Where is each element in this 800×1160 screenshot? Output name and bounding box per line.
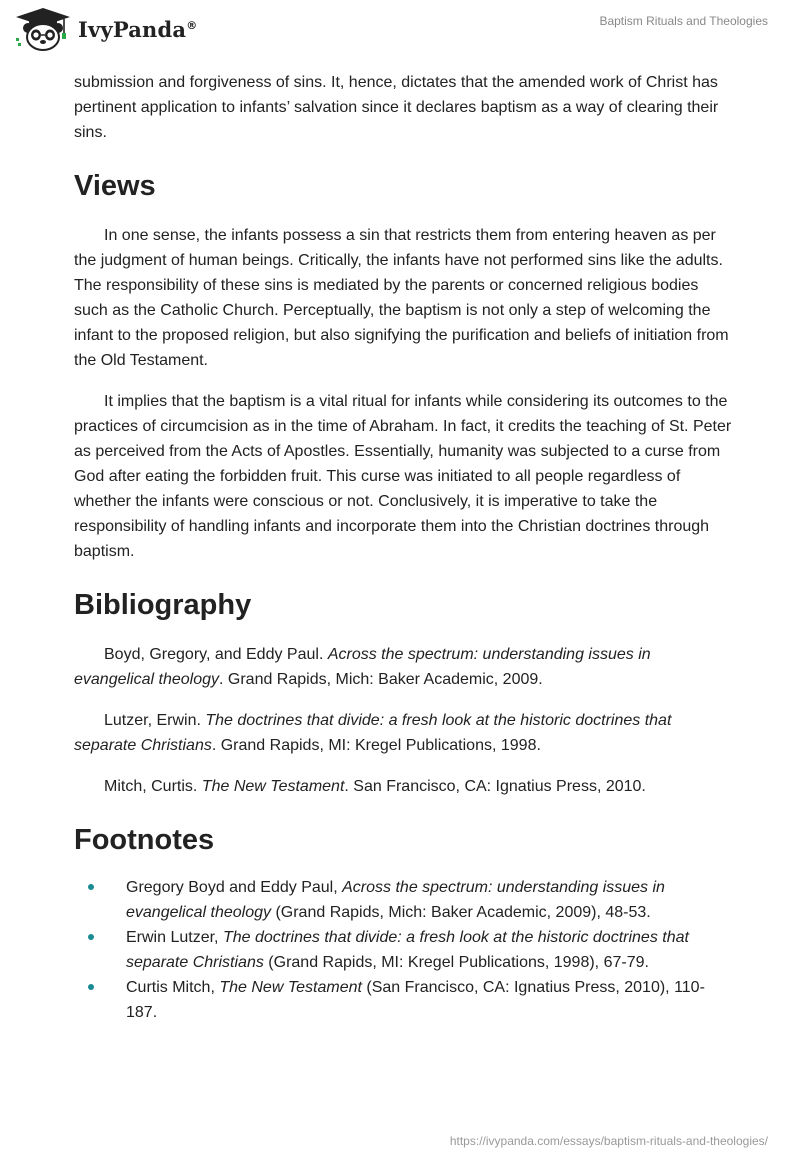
footnotes-list [74, 875, 734, 1025]
bib-author: Boyd, Gregory, and Eddy Paul. [104, 646, 328, 663]
footnote-author: Erwin Lutzer, [126, 929, 223, 946]
footnote-item [74, 875, 734, 925]
bibliography-entry [74, 642, 734, 692]
bullet-icon [88, 884, 94, 890]
intro-paragraph: submission and forgiveness of sins. It, hence, dictates that the amended work of Christ has pertinent application to infants’ salvation since it declares baptism as a way of clearing their sins. [74, 74, 719, 141]
bib-publisher: . Grand Rapids, Mich: Baker Academic, 2009. [219, 671, 543, 688]
footnotes-heading: Footnotes [74, 824, 215, 856]
page-header [0, 0, 800, 62]
footnote-item [74, 925, 734, 975]
views-paragraph-1: In one sense, the infants possess a sin that restricts them from entering heaven as per the judgment of human beings. Critically, the infants have not performed sins like the adults. The responsibility of these sins is mediated by the parents or concerned religious bodies such as the Catholic Church. Perceptually, the baptism is not only a step of welcoming the infant to the proposed religion, but also signifying the purification and beliefs of initiation from the Old Testament. [74, 227, 729, 369]
bib-author: Lutzer, Erwin. [104, 712, 206, 729]
footnote-details: (San Francisco, CA: Ignatius Press, 2010), 110-187. [126, 979, 705, 1021]
footnote-details: (Grand Rapids, MI: Kregel Publications, 1998), 67-79. [263, 954, 649, 971]
bibliography-heading: Bibliography [74, 589, 252, 621]
footnote-title: Across the spectrum: understanding issues in evangelical theology [126, 879, 665, 921]
source-url[interactable]: https://ivypanda.com/essays/baptism-rituals-and-theologies/ [449, 1134, 768, 1148]
footnote-title: The doctrines that divide: a fresh look at the historic doctrines that separate Christians [126, 929, 689, 971]
bibliography-entry [74, 708, 734, 758]
bullet-icon [88, 984, 94, 990]
bibliography-entry [74, 774, 734, 799]
footnote-details: (Grand Rapids, Mich: Baker Academic, 2009), 48-53. [271, 904, 651, 921]
bullet-icon [88, 934, 94, 940]
bib-title: Across the spectrum: understanding issues in evangelical theology [74, 646, 651, 688]
footnote-item [74, 975, 734, 1025]
bib-publisher: . San Francisco, CA: Ignatius Press, 2010. [344, 778, 646, 795]
footnote-title: The New Testament [219, 979, 362, 996]
bib-publisher: . Grand Rapids, MI: Kregel Publications, 1998. [211, 737, 541, 754]
bib-title: The doctrines that divide: a fresh look at the historic doctrines that separate Christians [74, 712, 672, 754]
footnote-author: Gregory Boyd and Eddy Paul, [126, 879, 343, 896]
brand-logo[interactable] [14, 6, 197, 52]
panda-graduate-icon [14, 6, 72, 52]
registered-mark: ® [186, 18, 198, 32]
brand-name: IvyPanda® [78, 16, 198, 42]
document-title: Baptism Rituals and Theologies [599, 14, 768, 28]
views-paragraph-2: It implies that the baptism is a vital ritual for infants while considering its outcomes to the practices of circumcision as in the time of Abraham. In fact, it credits the teaching of St. Peter as perceived from the Acts of Apostles. Essentially, humanity was subjected to a curse from God after eating the forbidden fruit. This curse was initiated to all people regardless of whether the infants were conscious or not. Conclusively, it is imperative to take the responsibility of handling infants and incorporate them into the Christian doctrines through baptism. [74, 393, 732, 560]
essay-content [74, 70, 734, 1025]
bib-author: Mitch, Curtis. [104, 778, 202, 795]
views-heading: Views [74, 170, 156, 202]
bib-title: The New Testament [201, 778, 345, 795]
footnote-author: Curtis Mitch, [126, 979, 220, 996]
